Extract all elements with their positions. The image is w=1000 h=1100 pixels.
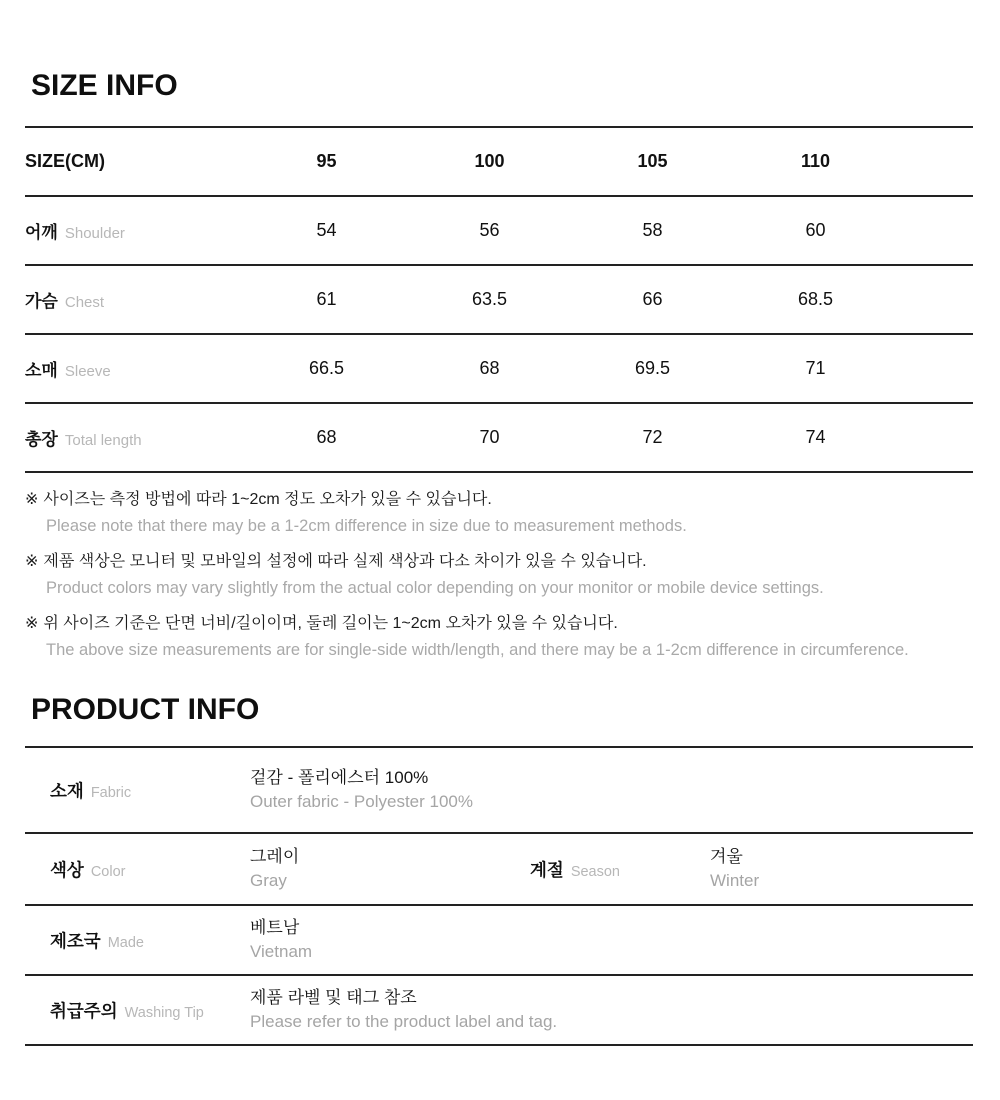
size-value-cell: 71 [734, 334, 897, 403]
product-row-made [25, 906, 973, 976]
row-label-cell [25, 403, 245, 472]
product-value-cell [250, 766, 973, 814]
product-label-cell [505, 857, 710, 882]
product-row-fabric [25, 748, 973, 834]
product-value-cell [710, 845, 973, 893]
size-value-cell: 58 [571, 196, 734, 265]
size-value-cell: 66 [571, 265, 734, 334]
size-value-cell: 74 [734, 403, 897, 472]
note-item [25, 486, 1000, 539]
product-label-english: Washing Tip [124, 1004, 204, 1021]
size-value-cell: 61 [245, 265, 408, 334]
product-label-english: Season [570, 863, 620, 880]
size-value-cell: 60 [734, 196, 897, 265]
product-value-cell [250, 916, 973, 964]
size-info-title: SIZE INFO [31, 69, 178, 102]
reference-mark: ※ [25, 491, 39, 508]
note-korean-line [25, 486, 1000, 513]
size-value-cell: 54 [245, 196, 408, 265]
note-item [25, 548, 1000, 601]
size-value-cell: 68 [245, 403, 408, 472]
product-value-cell [250, 845, 505, 893]
size-table-header-row [25, 127, 973, 196]
size-value-cell: 72 [571, 403, 734, 472]
row-label-korean: 소매 [25, 361, 58, 380]
size-value-cell: 63.5 [408, 265, 571, 334]
product-value-korean: 그레이 [250, 847, 300, 866]
product-value-korean: 베트남 [250, 918, 300, 937]
size-table-row-shoulder [25, 196, 973, 265]
product-value-cell [250, 986, 973, 1034]
spacer-cell [897, 196, 973, 265]
size-table-row-sleeve [25, 334, 973, 403]
product-label-cell [25, 928, 250, 953]
row-label-english: Total length [64, 432, 142, 449]
product-label-cell [25, 778, 250, 803]
size-value-cell: 70 [408, 403, 571, 472]
product-label-korean: 색상 [50, 859, 84, 880]
product-label-korean: 제조국 [50, 930, 101, 951]
row-label-korean: 가슴 [25, 292, 58, 311]
product-label-korean: 취급주의 [50, 1000, 118, 1021]
size-value-cell: 69.5 [571, 334, 734, 403]
row-label-cell [25, 265, 245, 334]
note-english-text: Product colors may vary slightly from the actual color depending on your monitor or mobile device settings. [46, 579, 824, 597]
product-value-english: Gray [250, 871, 287, 890]
product-label-english: Fabric [90, 784, 132, 801]
spacer-cell [897, 265, 973, 334]
note-english-text: Please note that there may be a 1-2cm difference in size due to measurement methods. [46, 517, 687, 535]
size-table-header-label-cell [25, 127, 245, 196]
row-label-cell [25, 334, 245, 403]
note-korean-line [25, 610, 1000, 637]
product-value-english: Vietnam [250, 942, 313, 961]
product-label-english: Color [90, 863, 126, 880]
product-label-cell [25, 857, 250, 882]
size-table-row-chest [25, 265, 973, 334]
reference-mark: ※ [25, 615, 39, 632]
spacer-cell [897, 334, 973, 403]
row-label-english: Shoulder [64, 225, 125, 242]
note-korean-text: 위 사이즈 기준은 단면 너비/길이이며, 둘레 길이는 1~2cm 오차가 있을 수 있습니다. [43, 615, 618, 632]
note-item [25, 610, 1000, 663]
product-value-korean: 겨울 [710, 847, 743, 866]
note-korean-text: 제품 색상은 모니터 및 모바일의 설정에 따라 실제 색상과 다소 차이가 있을 수 있습니다. [43, 553, 647, 570]
product-value-english: Please refer to the product label and tag. [250, 1012, 558, 1031]
size-info-section [0, 0, 1000, 104]
size-value-cell: 56 [408, 196, 571, 265]
size-value-cell: 68.5 [734, 265, 897, 334]
product-row-color-season [25, 834, 973, 906]
size-disclaimer-notes [25, 486, 1000, 663]
product-table [25, 746, 973, 1046]
product-value-english: Outer fabric - Polyester 100% [250, 792, 473, 811]
note-korean-line [25, 548, 1000, 575]
product-label-korean: 계절 [530, 859, 564, 880]
product-value-korean: 제품 라벨 및 태그 참조 [250, 988, 417, 1007]
note-english-text: The above size measurements are for single-side width/length, and there may be a 1-2cm difference in circumference. [46, 641, 909, 659]
size-table [25, 126, 973, 473]
size-column-header-110: 110 [734, 127, 897, 196]
size-column-header-105: 105 [571, 127, 734, 196]
row-label-english: Sleeve [64, 363, 111, 380]
product-info-title: PRODUCT INFO [31, 693, 260, 726]
row-label-korean: 총장 [25, 430, 58, 449]
product-value-korean: 겉감 - 폴리에스터 100% [250, 768, 429, 787]
size-table-row-total-length [25, 403, 973, 472]
row-label-korean: 어깨 [25, 223, 58, 242]
size-column-header-95: 95 [245, 127, 408, 196]
spacer-cell [897, 403, 973, 472]
row-label-cell [25, 196, 245, 265]
size-column-header-100: 100 [408, 127, 571, 196]
spacer-cell [897, 127, 973, 196]
product-value-english: Winter [710, 871, 760, 890]
note-korean-text: 사이즈는 측정 방법에 따라 1~2cm 정도 오차가 있을 수 있습니다. [43, 491, 492, 508]
size-value-cell: 68 [408, 334, 571, 403]
size-cm-header: SIZE(CM) [25, 151, 105, 171]
product-label-english: Made [107, 934, 144, 951]
product-row-washing-tip [25, 976, 973, 1046]
product-info-section [0, 672, 1000, 728]
product-label-korean: 소재 [50, 780, 84, 801]
reference-mark: ※ [25, 553, 39, 570]
product-label-cell [25, 998, 250, 1023]
row-label-english: Chest [64, 294, 105, 311]
size-value-cell: 66.5 [245, 334, 408, 403]
